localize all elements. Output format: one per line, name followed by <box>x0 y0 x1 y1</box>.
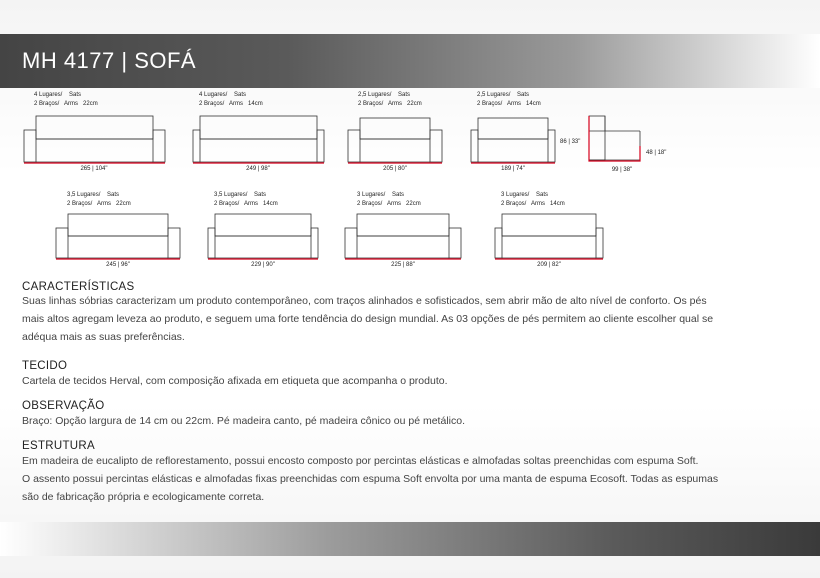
model-spec-1: 4 Lugares/ Sats 2 Braços/ Arms 14cm <box>199 92 263 107</box>
section-body-observacao <box>22 412 742 430</box>
section-line: Cartela de tecidos Herval, com composição afixada em etiqueta que acompanha o produto. <box>22 375 448 387</box>
sofa-drawing-3 <box>471 118 555 162</box>
section-line: O assento possui percintas elásticas e almofadas fixas preenchidas com espuma Soft envolta por uma manta de espuma Ecosoft. Todas as espumas <box>22 473 719 485</box>
section-title-tecido: TECIDO <box>22 360 68 372</box>
section-line: são de fabricação própria e ecologicamente correta. <box>22 491 265 503</box>
section-body-tecido <box>22 372 742 390</box>
sofa-drawing-6 <box>345 214 461 258</box>
section-line: adéqua mais as suas preferências. <box>22 331 185 343</box>
model-spec-5: 3,5 Lugares/ Sats 2 Braços/ Arms 14cm <box>214 192 278 207</box>
sofa-drawing-2 <box>348 118 442 162</box>
section-title-estrutura: ESTRUTURA <box>22 440 95 452</box>
section-body-caracteristicas <box>22 292 742 346</box>
section-title-caracteristicas: CARACTERÍSTICAS <box>22 281 135 293</box>
section-line: Braço: Opção largura de 14 cm ou 22cm. Pé madeira canto, pé madeira cônico ou pé metálico. <box>22 415 465 427</box>
model-spec-7: 3 Lugares/ Sats 2 Braços/ Arms 14cm <box>501 192 565 207</box>
section-body-estrutura <box>22 452 742 506</box>
side-height-label: 86 | 33" <box>560 139 581 145</box>
sofa-drawing-4 <box>56 214 180 258</box>
section-line: mais altos agregam leveza ao produto, e seguem uma forte tendência do design mundial. As 03 opções de pés permitem ao cliente escolher qual se <box>22 313 714 325</box>
section-line: Em madeira de eucalipto de reflorestamento, possui encosto composto por percintas elásticas e almofadas soltas preenchidas com espuma Soft. <box>22 455 699 467</box>
model-spec-6: 3 Lugares/ Sats 2 Braços/ Arms 22cm <box>357 192 421 207</box>
page-title: MH 4177 | SOFÁ <box>22 48 197 73</box>
width-label-2: 205 | 80" <box>383 166 407 172</box>
width-label-4: 245 | 96" <box>106 262 130 268</box>
sofa-drawing-0 <box>24 116 165 162</box>
width-label-6: 225 | 88" <box>391 262 415 268</box>
width-label-3: 189 | 74" <box>501 166 525 172</box>
model-spec-2: 2,5 Lugares/ Sats 2 Braços/ Arms 22cm <box>358 92 422 107</box>
sofa-drawing-1 <box>193 116 324 162</box>
sofa-drawing-7 <box>495 214 603 258</box>
section-title-observacao: OBSERVAÇÃO <box>22 400 105 412</box>
side-seat-height-label: 48 | 18" <box>646 150 667 156</box>
section-line: Suas linhas sóbrias caracterizam um produto contemporâneo, com traços alinhados e sofisticados, sem abrir mão de alto nível de conforto. Os pés <box>22 295 707 307</box>
side-depth-label: 99 | 38" <box>611 167 633 173</box>
width-label-5: 229 | 90" <box>251 262 275 268</box>
model-spec-4: 3,5 Lugares/ Sats 2 Braços/ Arms 22cm <box>67 192 131 207</box>
model-spec-0: 4 Lugares/ Sats 2 Braços/ Arms 22cm <box>34 92 98 107</box>
width-label-7: 209 | 82" <box>537 262 561 268</box>
model-spec-3: 2,5 Lugares/ Sats 2 Braços/ Arms 14cm <box>477 92 541 107</box>
sofa-side-view <box>589 116 640 160</box>
sofa-drawing-5 <box>208 214 318 258</box>
width-label-1: 249 | 98" <box>246 166 270 172</box>
side-dimension-line <box>589 116 640 161</box>
width-label-0: 265 | 104" <box>80 166 108 172</box>
footer-bar <box>0 522 820 556</box>
